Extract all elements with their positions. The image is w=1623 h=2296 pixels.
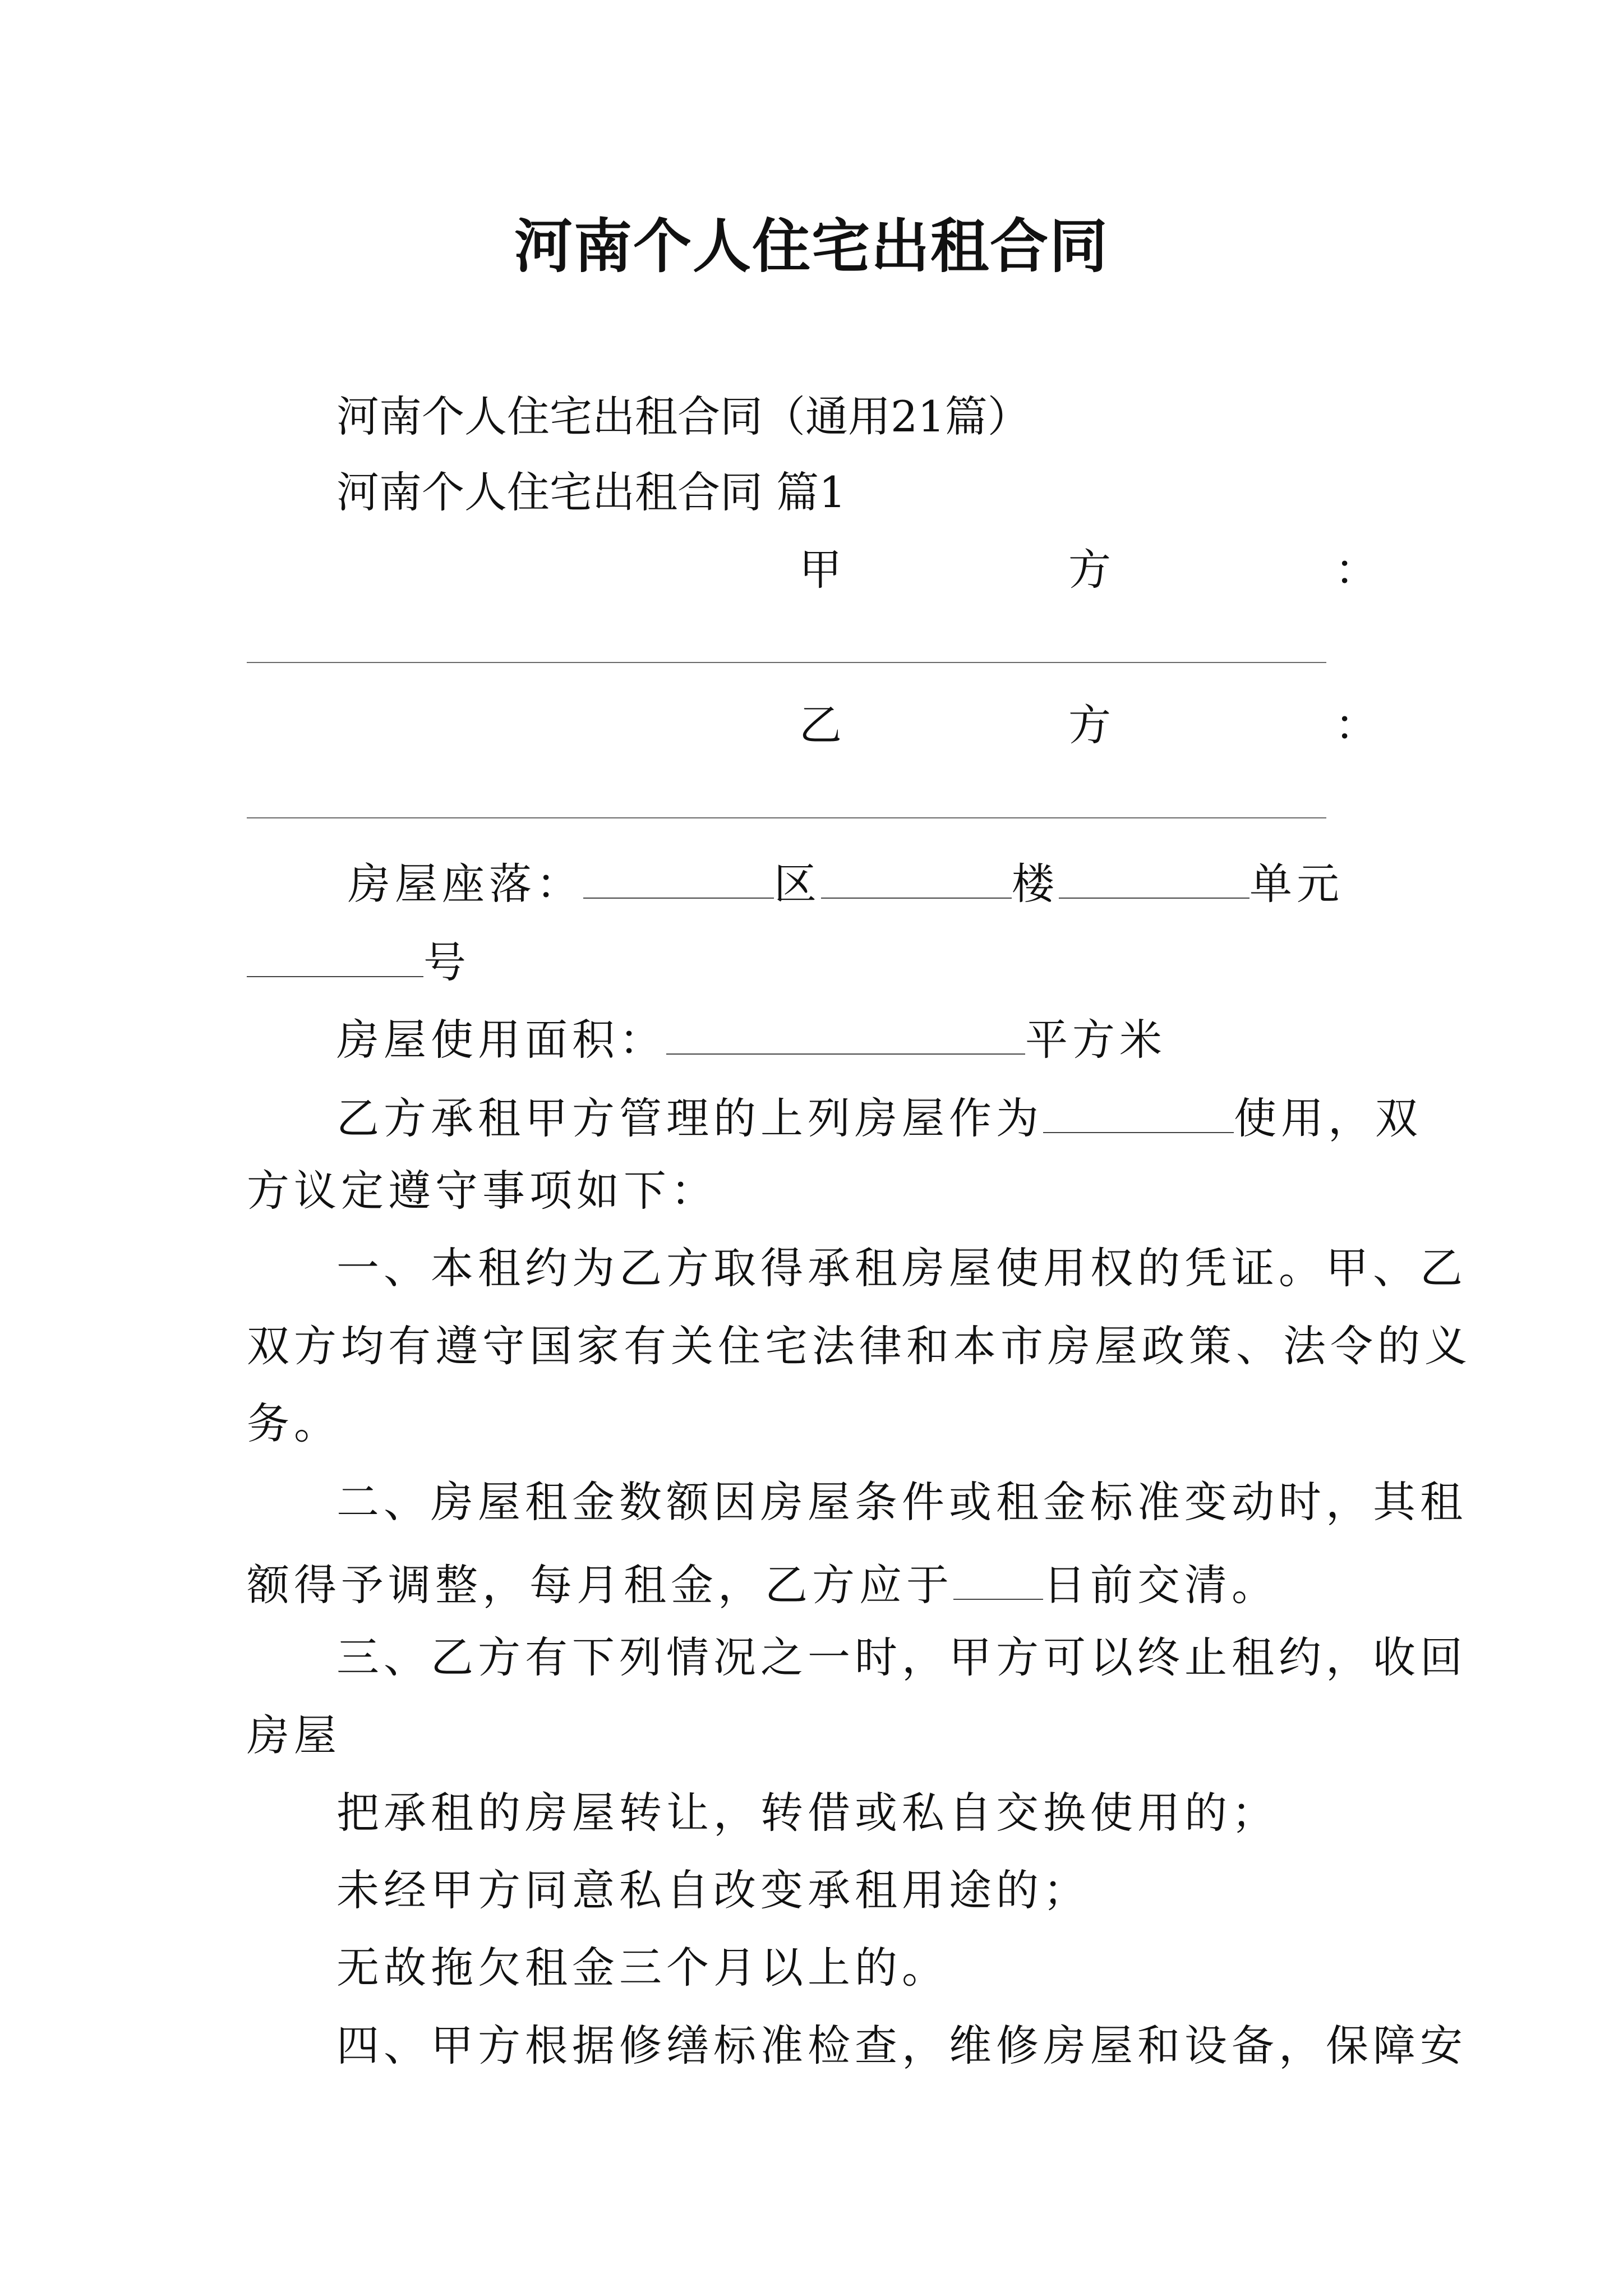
location-unit: 单元: [1249, 859, 1344, 909]
area-unit: 平方米: [1025, 1015, 1166, 1065]
location-district: 区: [774, 859, 821, 909]
location-blank-2: [821, 857, 1012, 899]
party-b-label-char2: 方: [1068, 700, 1111, 750]
chapter-heading: 河南个人住宅出租合同 篇1: [336, 467, 846, 517]
area-line: [336, 1013, 1166, 1065]
location-building: 楼: [1012, 859, 1059, 909]
clause-2-text-b: 日前交清。: [1043, 1560, 1279, 1611]
location-blank-4: [247, 936, 423, 977]
location-line: [348, 857, 1344, 909]
clause-1-line-1: 一、本租约为乙方取得承租房屋使用权的凭证。甲、乙: [336, 1243, 1467, 1293]
purpose-blank: [1043, 1092, 1234, 1133]
clause-3-item-1: 把承租的房屋转让，转借或私自交换使用的；: [336, 1788, 1279, 1838]
clause-2-line-1: 二、房屋租金数额因房屋条件或租金标准变动时，其租: [336, 1477, 1467, 1527]
purpose-line-2: 方议定遵守事项如下：: [247, 1166, 718, 1216]
clause-3-item-3: 无故拖欠租金三个月以上的。: [336, 1943, 949, 1993]
party-a-colon: ：: [1335, 545, 1377, 595]
area-blank: [666, 1013, 1025, 1055]
party-a-label-char2: 方: [1068, 545, 1111, 595]
clause-1-line-3: 务。: [247, 1398, 341, 1448]
clause-3-item-2: 未经甲方同意私自改变承租用途的；: [336, 1865, 1090, 1915]
party-b-label-char1: 乙: [799, 700, 842, 750]
party-b-colon: ：: [1335, 700, 1377, 750]
purpose-text-2: 使用，双: [1234, 1093, 1422, 1144]
clause-4-line-1: 四、甲方根据修缮标准检查，维修房屋和设备，保障安: [336, 2021, 1467, 2070]
location-line-2: [247, 936, 471, 988]
location-number: 号: [423, 937, 471, 988]
purpose-text-1: 乙方承租甲方管理的上列房屋作为: [336, 1093, 1043, 1144]
clause-3-line-1: 三、乙方有下列情况之一时，甲方可以终止租约，收回: [336, 1632, 1467, 1682]
clause-1-line-2: 双方均有遵守国家有关住宅法律和本市房屋政策、法令的义: [247, 1321, 1472, 1371]
location-blank-1: [583, 857, 774, 899]
document-subtitle: 河南个人住宅出租合同（通用21篇）: [336, 392, 1030, 441]
clause-2-text-a: 额得予调整，每月租金，乙方应于: [247, 1560, 953, 1611]
party-b-blank-line: [247, 817, 1326, 818]
location-label: 房屋座落：: [348, 859, 583, 909]
party-a-blank-line: [247, 662, 1326, 663]
document-title: 河南个人住宅出租合同: [514, 211, 1109, 280]
party-a-label-char1: 甲: [799, 545, 842, 595]
clause-2-day-blank: [953, 1558, 1043, 1600]
area-label: 房屋使用面积：: [336, 1015, 666, 1065]
clause-2-line-2: [247, 1558, 1279, 1611]
purpose-line: [336, 1092, 1422, 1144]
clause-3-line-2: 房屋: [247, 1710, 341, 1760]
location-blank-3: [1059, 857, 1249, 899]
